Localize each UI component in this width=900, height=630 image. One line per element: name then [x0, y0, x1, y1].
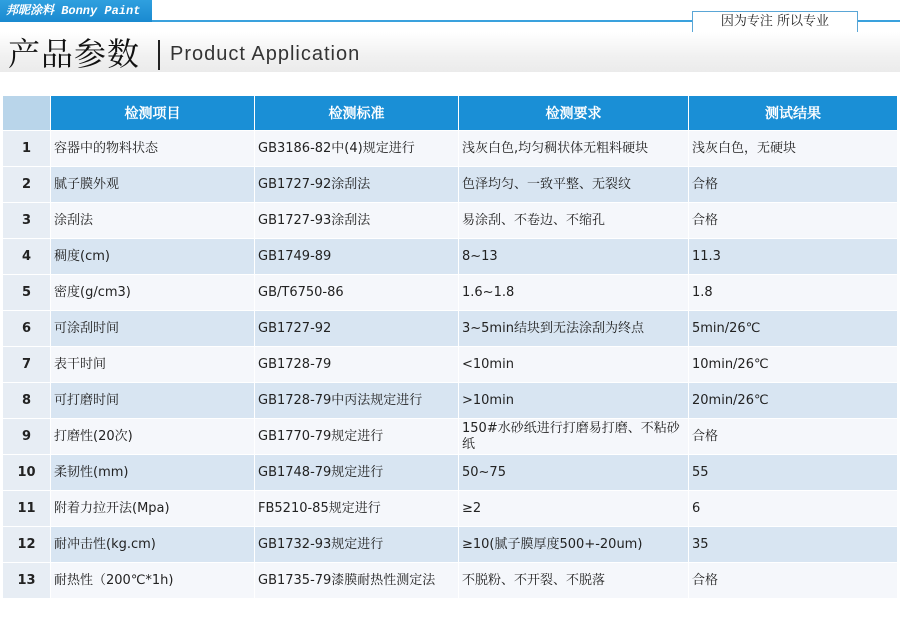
row-number: 11 — [3, 491, 50, 526]
test-requirement: 50~75 — [459, 455, 688, 490]
page-subtitle: Product Application — [170, 43, 361, 65]
test-item: 容器中的物料状态 — [51, 131, 254, 166]
test-requirement: >10min — [459, 383, 688, 418]
test-item: 腻子膜外观 — [51, 167, 254, 202]
test-result: 20min/26℃ — [689, 383, 897, 418]
test-standard: GB1732-93规定进行 — [255, 527, 458, 562]
table-row — [3, 311, 897, 346]
test-item: 可涂刮时间 — [51, 311, 254, 346]
column-header-standard: 检测标准 — [255, 96, 458, 130]
test-item: 涂刮法 — [51, 203, 254, 238]
row-number: 9 — [3, 419, 50, 454]
table-header-row — [3, 96, 897, 130]
test-result: 合格 — [689, 167, 897, 202]
column-header-requirement: 检测要求 — [459, 96, 688, 130]
row-number: 10 — [3, 455, 50, 490]
test-result: 5min/26℃ — [689, 311, 897, 346]
test-result: 合格 — [689, 563, 897, 598]
test-requirement: 浅灰白色,均匀稠状体无粗料硬块 — [459, 131, 688, 166]
row-number: 4 — [3, 239, 50, 274]
test-standard: GB1749-89 — [255, 239, 458, 274]
test-standard: GB1748-79规定进行 — [255, 455, 458, 490]
column-header-item: 检测项目 — [51, 96, 254, 130]
test-item: 柔韧性(mm) — [51, 455, 254, 490]
row-number: 13 — [3, 563, 50, 598]
row-number: 6 — [3, 311, 50, 346]
table-row — [3, 383, 897, 418]
slogan-box: 因为专注 所以专业 — [692, 11, 858, 33]
test-result: 1.8 — [689, 275, 897, 310]
table-row — [3, 167, 897, 202]
test-requirement: 8~13 — [459, 239, 688, 274]
test-requirement: <10min — [459, 347, 688, 382]
table-row — [3, 131, 897, 166]
test-item: 密度(g/cm3) — [51, 275, 254, 310]
brand-label: 邦昵涂料 Bonny Paint — [0, 0, 152, 22]
table-row — [3, 455, 897, 490]
row-number: 8 — [3, 383, 50, 418]
top-bar — [0, 0, 900, 30]
table-row — [3, 347, 897, 382]
test-standard: GB1770-79规定进行 — [255, 419, 458, 454]
test-standard: GB1735-79漆膜耐热性测定法 — [255, 563, 458, 598]
table-row — [3, 491, 897, 526]
row-number: 3 — [3, 203, 50, 238]
table-row — [3, 527, 897, 562]
table-row — [3, 419, 897, 454]
test-result: 11.3 — [689, 239, 897, 274]
test-result: 合格 — [689, 419, 897, 454]
test-item: 打磨性(20次) — [51, 419, 254, 454]
test-requirement: 色泽均匀、一致平整、无裂纹 — [459, 167, 688, 202]
test-requirement: 3~5min结块到无法涂刮为终点 — [459, 311, 688, 346]
test-item: 耐冲击性(kg.cm) — [51, 527, 254, 562]
test-requirement: 1.6~1.8 — [459, 275, 688, 310]
test-standard: GB1727-92 — [255, 311, 458, 346]
test-item: 表干时间 — [51, 347, 254, 382]
test-item: 附着力拉开法(Mpa) — [51, 491, 254, 526]
row-number: 12 — [3, 527, 50, 562]
test-requirement: 不脱粉、不开裂、不脱落 — [459, 563, 688, 598]
test-result: 10min/26℃ — [689, 347, 897, 382]
test-item: 耐热性（200℃*1h) — [51, 563, 254, 598]
test-standard: GB3186-82中(4)规定进行 — [255, 131, 458, 166]
test-requirement: ≥10(腻子膜厚度500+-20um) — [459, 527, 688, 562]
table-row — [3, 239, 897, 274]
test-result: 合格 — [689, 203, 897, 238]
test-standard: GB1727-92涂刮法 — [255, 167, 458, 202]
test-requirement: 易涂刮、不卷边、不缩孔 — [459, 203, 688, 238]
page-title: 产品参数 — [8, 35, 141, 73]
row-number: 2 — [3, 167, 50, 202]
test-item: 可打磨时间 — [51, 383, 254, 418]
test-standard: GB/T6750-86 — [255, 275, 458, 310]
row-number: 7 — [3, 347, 50, 382]
test-result: 6 — [689, 491, 897, 526]
test-standard: FB5210-85规定进行 — [255, 491, 458, 526]
test-result: 55 — [689, 455, 897, 490]
table-row — [3, 203, 897, 238]
test-result: 浅灰白色，无硬块 — [689, 131, 897, 166]
parameters-table — [2, 95, 898, 599]
column-header-result: 测试结果 — [689, 96, 897, 130]
test-requirement: 150#水砂纸进行打磨易打磨、不粘砂纸 — [459, 419, 688, 454]
test-standard: GB1728-79中丙法规定进行 — [255, 383, 458, 418]
row-number: 5 — [3, 275, 50, 310]
table-row — [3, 563, 897, 598]
title-divider — [158, 40, 160, 70]
test-standard: GB1728-79 — [255, 347, 458, 382]
test-standard: GB1727-93涂刮法 — [255, 203, 458, 238]
test-requirement: ≥2 — [459, 491, 688, 526]
row-number: 1 — [3, 131, 50, 166]
test-result: 35 — [689, 527, 897, 562]
test-item: 稠度(cm) — [51, 239, 254, 274]
column-header-number — [3, 96, 50, 130]
table-row — [3, 275, 897, 310]
